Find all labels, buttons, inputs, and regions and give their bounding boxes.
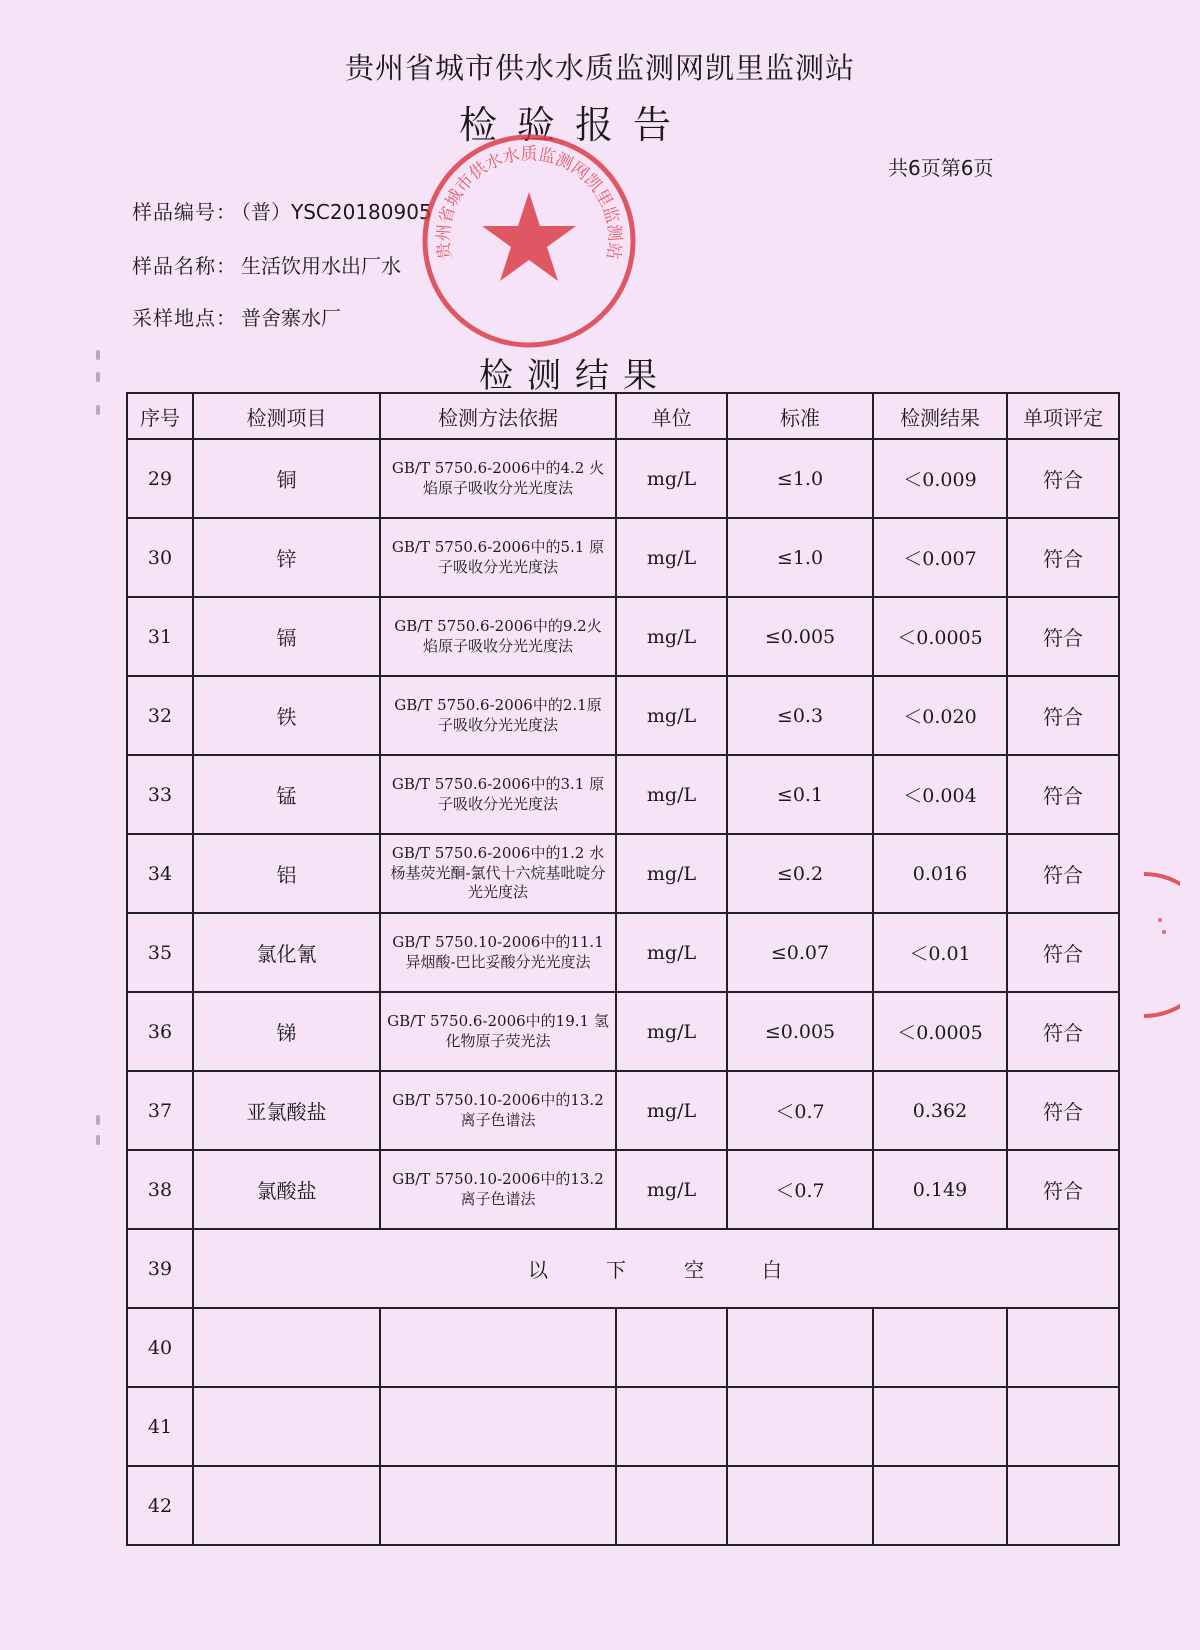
table-row-blank-note bbox=[127, 1229, 1119, 1308]
row-standard: ＜0.7 bbox=[727, 1150, 873, 1229]
row-unit: mg/L bbox=[616, 913, 727, 992]
table-row-empty bbox=[127, 1308, 1119, 1387]
table-row bbox=[127, 597, 1119, 676]
empty-cell bbox=[193, 1466, 380, 1545]
row-method: GB/T 5750.6-2006中的2.1原子吸收分光光度法 bbox=[380, 676, 616, 755]
page-indicator: 共6页第6页 bbox=[888, 156, 994, 180]
empty-cell bbox=[727, 1466, 873, 1545]
row-result: ＜0.01 bbox=[873, 913, 1007, 992]
document-title: 检验报告 bbox=[458, 103, 691, 147]
row-verdict: 符合 bbox=[1007, 439, 1119, 518]
row-standard: ≤1.0 bbox=[727, 518, 873, 597]
empty-cell bbox=[873, 1387, 1007, 1466]
row-result: ＜0.0005 bbox=[873, 992, 1007, 1071]
row-no: 36 bbox=[127, 992, 193, 1071]
results-table bbox=[126, 392, 1120, 1546]
empty-cell bbox=[873, 1308, 1007, 1387]
sampling-site-row bbox=[132, 302, 341, 331]
row-no: 31 bbox=[127, 597, 193, 676]
row-unit: mg/L bbox=[616, 1150, 727, 1229]
row-item: 锰 bbox=[193, 755, 380, 834]
row-verdict: 符合 bbox=[1007, 597, 1119, 676]
table-row bbox=[127, 992, 1119, 1071]
empty-cell bbox=[193, 1387, 380, 1466]
empty-cell bbox=[380, 1308, 616, 1387]
row-item: 铁 bbox=[193, 676, 380, 755]
results-title: 检测结果 bbox=[479, 356, 671, 396]
blank-below-note: 以下空白 bbox=[193, 1229, 1119, 1308]
official-seal-stamp bbox=[420, 132, 638, 350]
empty-cell bbox=[727, 1308, 873, 1387]
row-no: 34 bbox=[127, 834, 193, 913]
row-standard: ≤0.3 bbox=[727, 676, 873, 755]
row-verdict: 符合 bbox=[1007, 992, 1119, 1071]
row-method: GB/T 5750.6-2006中的19.1 氢化物原子荧光法 bbox=[380, 992, 616, 1071]
organization-title: 贵州省城市供水水质监测网凯里监测站 bbox=[344, 51, 855, 85]
row-verdict: 符合 bbox=[1007, 834, 1119, 913]
row-item: 锌 bbox=[193, 518, 380, 597]
row-no: 42 bbox=[127, 1466, 193, 1545]
row-method: GB/T 5750.6-2006中的4.2 火焰原子吸收分光光度法 bbox=[380, 439, 616, 518]
row-standard: ≤0.07 bbox=[727, 913, 873, 992]
row-result: ＜0.004 bbox=[873, 755, 1007, 834]
row-item: 氯酸盐 bbox=[193, 1150, 380, 1229]
empty-cell bbox=[380, 1466, 616, 1545]
punch-mark bbox=[96, 350, 100, 360]
table-row bbox=[127, 518, 1119, 597]
cross-page-seal-edge bbox=[1140, 870, 1180, 1020]
row-verdict: 符合 bbox=[1007, 518, 1119, 597]
empty-cell bbox=[1007, 1308, 1119, 1387]
table-row bbox=[127, 834, 1119, 913]
col-header-item: 检测项目 bbox=[193, 393, 380, 439]
row-standard: ≤0.2 bbox=[727, 834, 873, 913]
punch-mark bbox=[96, 1135, 100, 1145]
sample-id-value: （普）YSC20180905 bbox=[241, 200, 432, 224]
table-row-empty bbox=[127, 1466, 1119, 1545]
table-header-row bbox=[127, 393, 1119, 439]
row-standard: ≤1.0 bbox=[727, 439, 873, 518]
row-unit: mg/L bbox=[616, 676, 727, 755]
seal-star-icon bbox=[482, 192, 576, 281]
row-verdict: 符合 bbox=[1007, 1150, 1119, 1229]
row-item: 铜 bbox=[193, 439, 380, 518]
row-verdict: 符合 bbox=[1007, 755, 1119, 834]
empty-cell bbox=[616, 1308, 727, 1387]
row-no: 35 bbox=[127, 913, 193, 992]
table-row bbox=[127, 1150, 1119, 1229]
row-unit: mg/L bbox=[616, 1071, 727, 1150]
punch-mark bbox=[96, 372, 100, 382]
row-standard: ≤0.005 bbox=[727, 597, 873, 676]
col-header-verdict: 单项评定 bbox=[1007, 393, 1119, 439]
col-header-no: 序号 bbox=[127, 393, 193, 439]
row-item: 亚氯酸盐 bbox=[193, 1071, 380, 1150]
table-row bbox=[127, 913, 1119, 992]
row-unit: mg/L bbox=[616, 439, 727, 518]
row-verdict: 符合 bbox=[1007, 1071, 1119, 1150]
seal-text: 贵州省城市供水水质监测网凯里监测站 bbox=[433, 144, 625, 261]
row-standard: ≤0.1 bbox=[727, 755, 873, 834]
row-no: 39 bbox=[127, 1229, 193, 1308]
empty-cell bbox=[873, 1466, 1007, 1545]
sampling-site-label: 采样地点： bbox=[132, 306, 237, 330]
row-no: 29 bbox=[127, 439, 193, 518]
row-result: ＜0.020 bbox=[873, 676, 1007, 755]
sampling-site-value: 普舍寨水厂 bbox=[241, 306, 341, 330]
sample-name-value: 生活饮用水出厂水 bbox=[241, 254, 401, 278]
row-method: GB/T 5750.10-2006中的13.2 离子色谱法 bbox=[380, 1071, 616, 1150]
table-row bbox=[127, 439, 1119, 518]
row-standard: ＜0.7 bbox=[727, 1071, 873, 1150]
punch-mark bbox=[96, 1115, 100, 1125]
col-header-standard: 标准 bbox=[727, 393, 873, 439]
row-no: 32 bbox=[127, 676, 193, 755]
col-header-method: 检测方法依据 bbox=[380, 393, 616, 439]
row-no: 41 bbox=[127, 1387, 193, 1466]
row-standard: ≤0.005 bbox=[727, 992, 873, 1071]
table-row bbox=[127, 676, 1119, 755]
empty-cell bbox=[616, 1466, 727, 1545]
col-header-unit: 单位 bbox=[616, 393, 727, 439]
sample-name-row bbox=[132, 250, 401, 279]
row-result: ＜0.0005 bbox=[873, 597, 1007, 676]
empty-cell bbox=[193, 1308, 380, 1387]
empty-cell bbox=[380, 1387, 616, 1466]
punch-mark bbox=[96, 405, 100, 415]
row-result: 0.016 bbox=[873, 834, 1007, 913]
row-no: 38 bbox=[127, 1150, 193, 1229]
row-item: 锑 bbox=[193, 992, 380, 1071]
table-row bbox=[127, 755, 1119, 834]
empty-cell bbox=[727, 1387, 873, 1466]
table-row bbox=[127, 1071, 1119, 1150]
row-unit: mg/L bbox=[616, 992, 727, 1071]
row-unit: mg/L bbox=[616, 755, 727, 834]
row-item: 镉 bbox=[193, 597, 380, 676]
row-method: GB/T 5750.6-2006中的1.2 水杨基荧光酮-氯代十六烷基吡啶分光光度法 bbox=[380, 834, 616, 913]
row-result: ＜0.007 bbox=[873, 518, 1007, 597]
row-result: 0.149 bbox=[873, 1150, 1007, 1229]
sample-name-label: 样品名称： bbox=[132, 254, 237, 278]
row-method: GB/T 5750.6-2006中的5.1 原子吸收分光光度法 bbox=[380, 518, 616, 597]
table-row-empty bbox=[127, 1387, 1119, 1466]
row-method: GB/T 5750.6-2006中的3.1 原子吸收分光光度法 bbox=[380, 755, 616, 834]
row-item: 铝 bbox=[193, 834, 380, 913]
row-method: GB/T 5750.10-2006中的11.1 异烟酸-巴比妥酸分光光度法 bbox=[380, 913, 616, 992]
row-no: 33 bbox=[127, 755, 193, 834]
row-no: 37 bbox=[127, 1071, 193, 1150]
row-unit: mg/L bbox=[616, 518, 727, 597]
sample-id-row bbox=[132, 196, 432, 225]
row-result: ＜0.009 bbox=[873, 439, 1007, 518]
sample-id-label: 样品编号： bbox=[132, 200, 237, 224]
row-result: 0.362 bbox=[873, 1071, 1007, 1150]
row-verdict: 符合 bbox=[1007, 913, 1119, 992]
row-verdict: 符合 bbox=[1007, 676, 1119, 755]
empty-cell bbox=[1007, 1387, 1119, 1466]
row-no: 40 bbox=[127, 1308, 193, 1387]
col-header-result: 检测结果 bbox=[873, 393, 1007, 439]
row-unit: mg/L bbox=[616, 834, 727, 913]
row-method: GB/T 5750.6-2006中的9.2火焰原子吸收分光光度法 bbox=[380, 597, 616, 676]
empty-cell bbox=[1007, 1466, 1119, 1545]
row-method: GB/T 5750.10-2006中的13.2 离子色谱法 bbox=[380, 1150, 616, 1229]
empty-cell bbox=[616, 1387, 727, 1466]
row-unit: mg/L bbox=[616, 597, 727, 676]
row-no: 30 bbox=[127, 518, 193, 597]
row-item: 氯化氰 bbox=[193, 913, 380, 992]
